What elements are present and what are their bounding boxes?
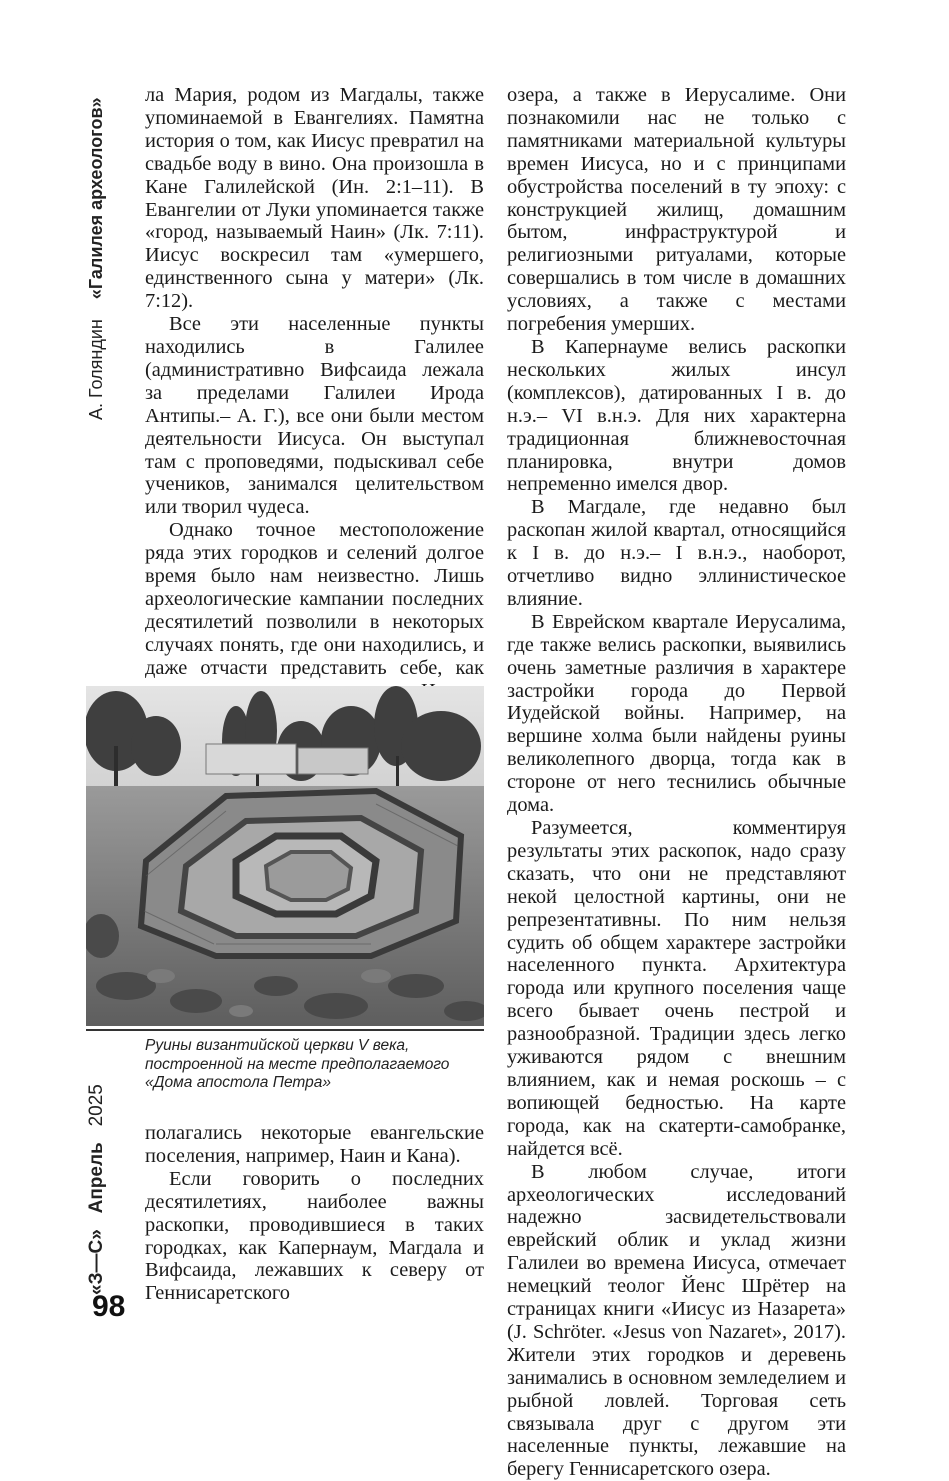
excavation-photo xyxy=(86,686,484,1026)
issue-year: 2025 xyxy=(86,1084,107,1127)
running-head-author: А. Голяндин xyxy=(86,319,106,420)
paragraph: ла Мария, родом из Магдалы, также упоминаемой в Евангелиях. Памятна история о том, как Иисус превратил на свадьбе воду в вино. Она произошла в Кане Галилейской (Ин. 2:1–11). В Евангелии от Луки упоминается также «город, называемый Наин» (Лк. 7:11). Иисус воскресил там «умершего, единственного сына у матери» (Лк. 7:12). xyxy=(145,84,484,313)
caption-divider xyxy=(86,1029,484,1031)
right-column xyxy=(507,84,846,1481)
issue-month: Апрель xyxy=(86,1142,107,1214)
paragraph: Разумеется, комментируя результаты этих раскопок, надо сразу сказать, что они не представляют некой целостной картины, они не репрезентативны. По ним нельзя судить об общем характере застройки населенного пункта. Архитектура города или крупного поселения чаще всего бывает очень пестрой и разнообразной. Традиции здесь легко уживаются рядом с внешним влиянием, как и немая роскошь – с вопиющей бедностью. На карте города, как на скатерти-самобранке, найдется всё. xyxy=(507,817,846,1160)
magazine-name: «З—С» xyxy=(86,1229,107,1295)
paragraph: В Капернауме велись раскопки нескольких жилых инсул (комплексов), датированных I в. до н.э.– VI в.н.э. Для них характерна традиционная ближневосточная планировка, внутри домов непременно имелся двор. xyxy=(507,335,846,496)
paragraph: озера, а также в Иерусалиме. Они познакомили нас не только с памятниками материальной культуры времен Иисуса, но и с принципами обустройства поселений в ту эпоху: с конструкцией жилищ, домашним бытом, инфраструктурой и религиозными ритуалами, которые совершались в том числе в домашних условиях, а также с местами погребения умерших. xyxy=(507,84,846,336)
ruins-illustration xyxy=(86,686,484,1026)
running-head-title: «Галилея археологов» xyxy=(86,97,106,300)
left-column-top xyxy=(145,84,484,748)
page-number: 98 xyxy=(92,1290,126,1323)
paragraph: В Магдале, где недавно был раскопан жилой квартал, относящийся к I в. до н.э.– I в.н.э., наоборот, отчетливо видно эллинистическое влияние. xyxy=(507,496,846,610)
paragraph: полагались некоторые евангельские поселения, например, Наин и Кана). xyxy=(145,1122,484,1167)
running-head xyxy=(86,70,126,420)
paragraph: В Еврейском квартале Иерусалима, где также велись раскопки, выявились очень заметные различия в характере застройки города до Первой Иудейской войны. Например, на вершине холма были найдены руины великолепного дворца, тогда как в стороне от него теснились обычные дома. xyxy=(507,610,846,817)
photo-caption: Руины византийской церкви V века, построенной на месте предполагаемого «Дома апостола Петра» xyxy=(145,1037,450,1091)
paragraph: Все эти населенные пункты находились в Галилее (административно Вифсаида лежала за пределами Галилеи Ирода Антипы.– А. Г.), все они были местом деятельности Иисуса. Он выступал там с проповедями, подыскивал себе учеников, занимался целительством или творил чудеса. xyxy=(145,313,484,519)
left-column-bottom xyxy=(145,1122,484,1305)
paragraph: В любом случае, итоги археологических исследований надежно засвидетельствовали еврейский облик и уклад жизни Галилеи во времена Иисуса, отмечает немецкий теолог Йенс Шрётер на страницах книги «Иисус из Назарета» (J. Schröter. «Jesus von Nazaret», 2017). Жители этих городков и деревень занимались в основном земледелием и рыбной ловлей. Торговая сеть связывала друг с другом эти населенные пункты, лежавшие на берегу Геннисаретского озера. xyxy=(507,1160,846,1481)
paragraph: Однако точное местоположение ряда этих городков и селений долгое время было нам неизвестно. Лишь археологические кампании последних десятилетий позволили в некоторых случаях понять, где они находились, и даже отчасти представить себе, как xyxy=(145,519,484,679)
paragraph: Если говорить о последних десятилетиях, наиболее важны раскопки, проводившиеся в таких городках, как Капернаум, Магдала и Вифсаида, лежавших к северу от Геннисаретского xyxy=(145,1167,484,1305)
issue-footer xyxy=(86,1060,126,1295)
